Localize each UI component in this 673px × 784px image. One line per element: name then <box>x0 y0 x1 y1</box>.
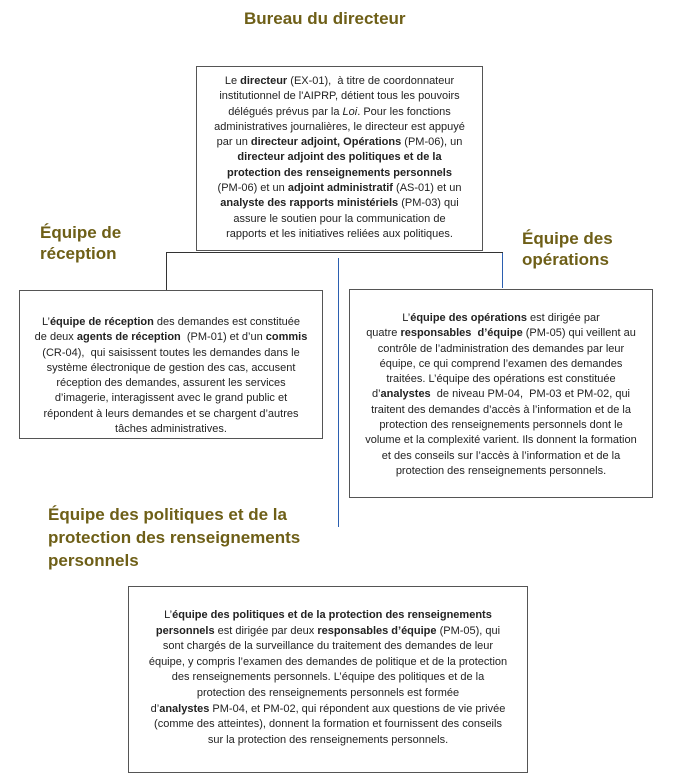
title-line: réception <box>40 244 117 263</box>
text-line <box>350 311 652 326</box>
connector-horizontal <box>166 252 503 253</box>
text-line <box>197 196 482 211</box>
text: contrôle de l’administration des demandes par leur <box>377 342 625 355</box>
text: protection des renseignements personnels dont le <box>379 419 623 432</box>
text-line <box>350 387 652 402</box>
text: quatre <box>366 327 401 340</box>
text-line <box>20 330 322 345</box>
text: protection des renseignements personnels. <box>395 464 607 477</box>
text: PM-04, et PM-02, qui répondent aux questions de vie privée <box>209 702 506 715</box>
text-line <box>129 624 527 640</box>
policy-team-title <box>48 503 300 572</box>
connector-right <box>502 253 503 288</box>
text: institutionnel de l'AIPRP, détient tous les pouvoirs <box>219 90 460 103</box>
bold-text: commis <box>265 331 308 344</box>
text: (comme des atteintes), donnent la formation et fournissent des conseils <box>154 718 502 731</box>
bold-text: responsables d’équipe <box>400 327 523 340</box>
text-line <box>129 670 527 686</box>
text: Le <box>224 75 241 87</box>
text-line <box>197 89 482 104</box>
text: est dirigée par deux <box>214 624 318 637</box>
text-line <box>197 150 482 165</box>
text: (CR-04), qui saisissent toutes les demandes dans le <box>42 346 300 359</box>
text: rapports et les initiatives reliées aux politiques. <box>226 227 453 240</box>
text: de niveau PM-04, PM-03 et PM-02, qui <box>430 388 631 401</box>
text-line <box>350 433 652 448</box>
text-line <box>197 120 482 135</box>
text: sur la protection des renseignements personnels. <box>207 733 449 746</box>
text: L’ <box>164 609 173 621</box>
bold-text: analystes <box>380 388 431 401</box>
policy-box <box>128 586 528 773</box>
title-line: personnels <box>48 551 139 570</box>
title-line: Équipe des politiques et de la <box>48 505 287 524</box>
bold-text: équipe des opérations <box>410 312 527 324</box>
text-line <box>197 212 482 227</box>
bold-text: équipe de réception <box>49 316 154 328</box>
italic-text: Loi <box>342 105 358 118</box>
bold-text: agents de réception <box>76 331 181 344</box>
reception-team-title <box>40 222 121 264</box>
text-line <box>197 135 482 150</box>
director-box <box>196 66 483 251</box>
connector-left <box>166 252 167 290</box>
text-line <box>350 449 652 464</box>
text-line <box>129 733 527 749</box>
text: (EX-01), à titre de coordonnateur <box>287 75 455 87</box>
text-line <box>197 105 482 120</box>
text-line <box>350 357 652 372</box>
operations-box <box>349 289 653 498</box>
text: réception des demandes, assurent les services <box>56 377 286 390</box>
text: est dirigée par <box>526 312 600 324</box>
text-line <box>197 166 482 181</box>
text: d’imagerie, interagissent avec le grand public et <box>54 392 288 405</box>
text: des demandes est constituée <box>153 316 301 328</box>
text-line <box>20 376 322 391</box>
bold-text: directeur <box>240 75 288 87</box>
text: par un <box>216 136 251 149</box>
text: administratives journalières, le directeur est appuyé <box>214 120 465 133</box>
text: (PM-03) qui <box>398 197 459 210</box>
text: (PM-01) et d’un <box>180 331 266 344</box>
bold-text: responsables d’équipe <box>317 624 437 637</box>
text: L’ <box>41 316 50 328</box>
text: (PM-05) qui veillent au <box>522 327 636 340</box>
text: (AS-01) et un <box>392 182 462 195</box>
text-line <box>129 717 527 733</box>
text-line <box>350 464 652 479</box>
text-line <box>20 315 322 330</box>
bold-text: adjoint administratif <box>287 182 393 195</box>
text: des renseignements personnels. L’équipe des politiques et de la <box>171 671 485 684</box>
text: (PM-06), un <box>401 136 463 149</box>
text-line <box>129 639 527 655</box>
text-line <box>129 702 527 718</box>
text: d’ <box>371 388 381 401</box>
text: tâches administratives. <box>115 423 227 436</box>
text: équipe, ce qui comprend l’examen des demandes <box>379 357 623 370</box>
bold-text: analystes <box>159 702 210 715</box>
text: système électronique de gestion des cas, accusent <box>46 361 296 374</box>
operations-team-title <box>522 228 613 270</box>
text-line <box>350 372 652 387</box>
text: traitent des demandes d’accès à l’information et de la <box>371 403 631 416</box>
text-line <box>197 181 482 196</box>
title-line: Équipe de <box>40 223 122 242</box>
text: volume et la complexité varient. Ils donnent la formation <box>365 434 637 447</box>
text: délégués prévus par la <box>228 105 343 118</box>
bold-text: équipe des politiques et de la protection des renseignements <box>172 609 492 621</box>
text-line <box>197 227 482 242</box>
text-line <box>350 326 652 341</box>
text-line <box>197 74 482 89</box>
text: équipe, y compris l’examen des demandes de politique et de la protection <box>148 655 508 668</box>
text-line <box>20 407 322 422</box>
text-line <box>20 422 322 437</box>
title-line: opérations <box>522 250 609 269</box>
bold-text: directeur adjoint des politiques et de la <box>237 151 442 164</box>
text-line <box>129 686 527 702</box>
text: L’ <box>402 312 411 324</box>
text: traitées. L’équipe des opérations est constituée <box>386 373 616 386</box>
text: . Pour les fonctions <box>357 105 451 118</box>
text: d’ <box>150 702 160 715</box>
title-line: protection des renseignements <box>48 528 301 547</box>
text: assure le soutien pour la communication de <box>233 212 446 225</box>
text: et des conseils sur l’accès à l’information et de la <box>381 449 621 462</box>
bold-text: personnels <box>155 624 215 637</box>
text-line <box>20 346 322 361</box>
text-line <box>350 418 652 433</box>
bold-text: directeur adjoint, Opérations <box>250 136 402 149</box>
text: de deux <box>34 331 77 344</box>
text: sont chargés de la surveillance du traitement des demandes de leur <box>162 640 494 653</box>
text-line <box>350 342 652 357</box>
text: (PM-05), qui <box>436 624 501 637</box>
bold-text: protection des renseignements personnels <box>227 166 452 179</box>
director-office-title: Bureau du directeur <box>244 9 406 28</box>
text-line <box>350 403 652 418</box>
text-line <box>20 391 322 406</box>
text: protection des renseignements personnels est formée <box>196 686 460 699</box>
text: répondent à leurs demandes et se chargent d’autres <box>43 407 299 420</box>
text-line <box>20 361 322 376</box>
connector-center <box>338 258 339 527</box>
text-line <box>129 655 527 671</box>
bold-text: analyste des rapports ministériels <box>220 197 399 210</box>
text-line <box>129 608 527 624</box>
text: (PM-06) et un <box>217 182 288 195</box>
reception-box <box>19 290 323 439</box>
title-line: Équipe des <box>522 229 613 248</box>
